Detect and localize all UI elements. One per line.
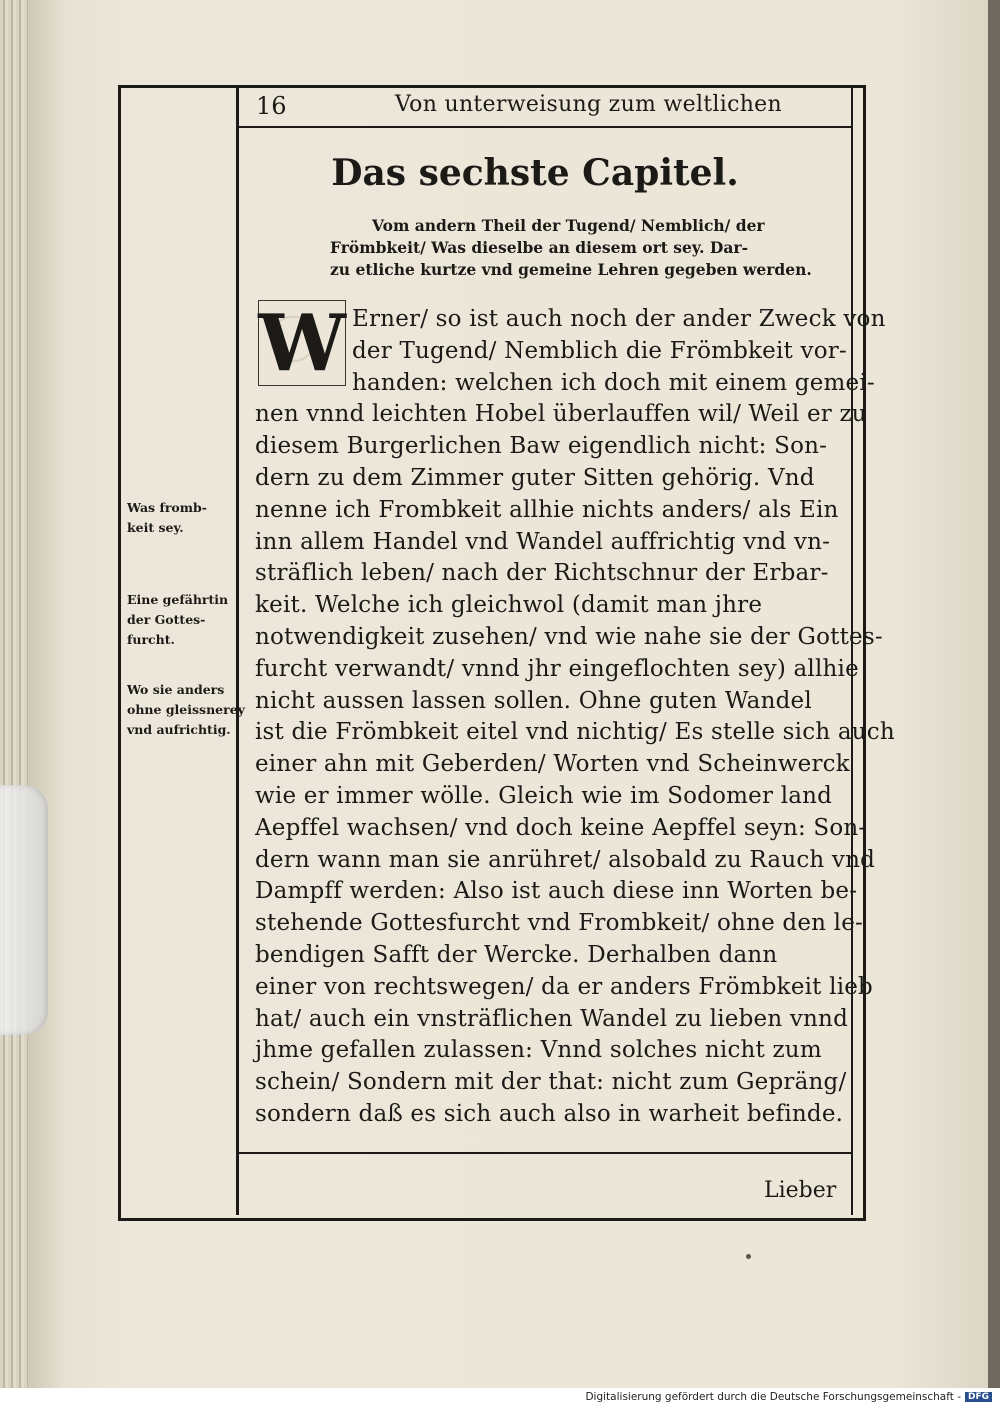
body-line: der Tugend/ Nemblich die Frömbkeit vor- xyxy=(352,337,847,364)
foot-rule xyxy=(239,1152,851,1154)
body-line: Erner/ so ist auch noch der ander Zweck von xyxy=(352,306,886,332)
ink-dot xyxy=(746,1254,751,1259)
marginal-note-line: Eine gefährtin xyxy=(127,592,229,607)
body-line: diesem Burgerlichen Baw eigendlich nicht: Son- xyxy=(255,433,828,460)
body-line: wie er immer wölle. Gleich wie im Sodomer land xyxy=(255,783,833,809)
chapter-title: Das sechste Capitel. xyxy=(331,152,739,194)
marginal-note-line: der Gottes- xyxy=(127,612,206,627)
digitization-credit xyxy=(585,1391,992,1403)
body-line: dern zu dem Zimmer guter Sitten gehörig. Vnd xyxy=(255,465,815,491)
chapter-summary-line: Vom andern Theil der Tugend/ Nemblich/ der xyxy=(372,216,765,235)
head-rule xyxy=(239,126,851,128)
body-line: sträflich leben/ nach der Richtschnur der Erbar- xyxy=(255,560,829,587)
running-head: Von unterweisung zum weltlichen xyxy=(395,92,782,117)
credit-text: Digitalisierung gefördert durch die Deutsche Forschungsgemeinschaft - xyxy=(585,1391,961,1403)
body-line: stehende Gottesfurcht vnd Frombkeit/ ohne den le- xyxy=(255,910,864,937)
page-clip xyxy=(0,785,48,1035)
dfg-logo: DFG xyxy=(965,1392,992,1402)
decorated-initial: W xyxy=(258,297,346,389)
marginal-note-line: vnd aufrichtig. xyxy=(127,722,231,737)
marginal-note-line: keit sey. xyxy=(127,520,184,535)
body-line: Dampff werden: Also ist auch diese inn Worten be- xyxy=(255,878,858,905)
right-rule xyxy=(851,88,853,1215)
body-line: sondern daß es sich auch also in warheit befinde. xyxy=(255,1101,844,1127)
page-number: 16 xyxy=(256,92,287,120)
body-line: inn allem Handel vnd Wandel auffrichtig vnd vn- xyxy=(255,528,831,555)
chapter-summary-line: zu etliche kurtze vnd gemeine Lehren gegeben werden. xyxy=(330,260,812,279)
body-line: nenne ich Frombkeit allhie nichts anders/ als Ein xyxy=(255,496,839,523)
body-line: notwendigkeit zusehen/ vnd wie nahe sie der Gottes- xyxy=(255,624,883,650)
margin-rule xyxy=(236,88,239,1215)
body-line: jhme gefallen zulassen: Vnnd solches nicht zum xyxy=(255,1037,822,1064)
body-line: schein/ Sondern mit der that: nicht zum Gepräng/ xyxy=(255,1069,847,1096)
body-line: dern wann man sie anrühret/ alsobald zu Rauch vnd xyxy=(255,846,876,873)
catchword: Lieber xyxy=(764,1178,837,1203)
chapter-summary-line: Frömbkeit/ Was dieselbe an diesem ort sey. Dar- xyxy=(330,238,749,257)
body-line: furcht verwandt/ vnnd jhr eingeflochten sey) allhie xyxy=(255,655,859,682)
marginal-note-line: Wo sie anders xyxy=(127,682,225,697)
body-line: bendigen Safft der Wercke. Derhalben dann xyxy=(255,942,778,968)
marginal-note-line: ohne gleissnerey xyxy=(127,702,245,717)
body-line: handen: welchen ich doch mit einem gemei- xyxy=(352,369,875,396)
body-line: nen vnnd leichten Hobel überlauffen wil/ Weil er zu xyxy=(255,401,867,428)
marginal-note-line: furcht. xyxy=(127,632,175,647)
body-line: keit. Welche ich gleichwol (damit man jhre xyxy=(255,592,763,619)
body-line: hat/ auch ein vnsträflichen Wandel zu lieben vnnd xyxy=(255,1005,848,1032)
body-line: einer von rechtswegen/ da er anders Frömbkeit lieb xyxy=(255,973,873,1000)
body-line: Aepffel wachsen/ vnd doch keine Aepffel seyn: Son- xyxy=(255,814,867,841)
body-line: einer ahn mit Geberden/ Worten vnd Scheinwerck xyxy=(255,751,850,778)
body-line: ist die Frömbkeit eitel vnd nichtig/ Es stelle sich auch xyxy=(255,719,895,746)
body-line: nicht aussen lassen sollen. Ohne guten Wandel xyxy=(255,687,812,714)
marginal-note-line: Was fromb- xyxy=(127,500,207,515)
